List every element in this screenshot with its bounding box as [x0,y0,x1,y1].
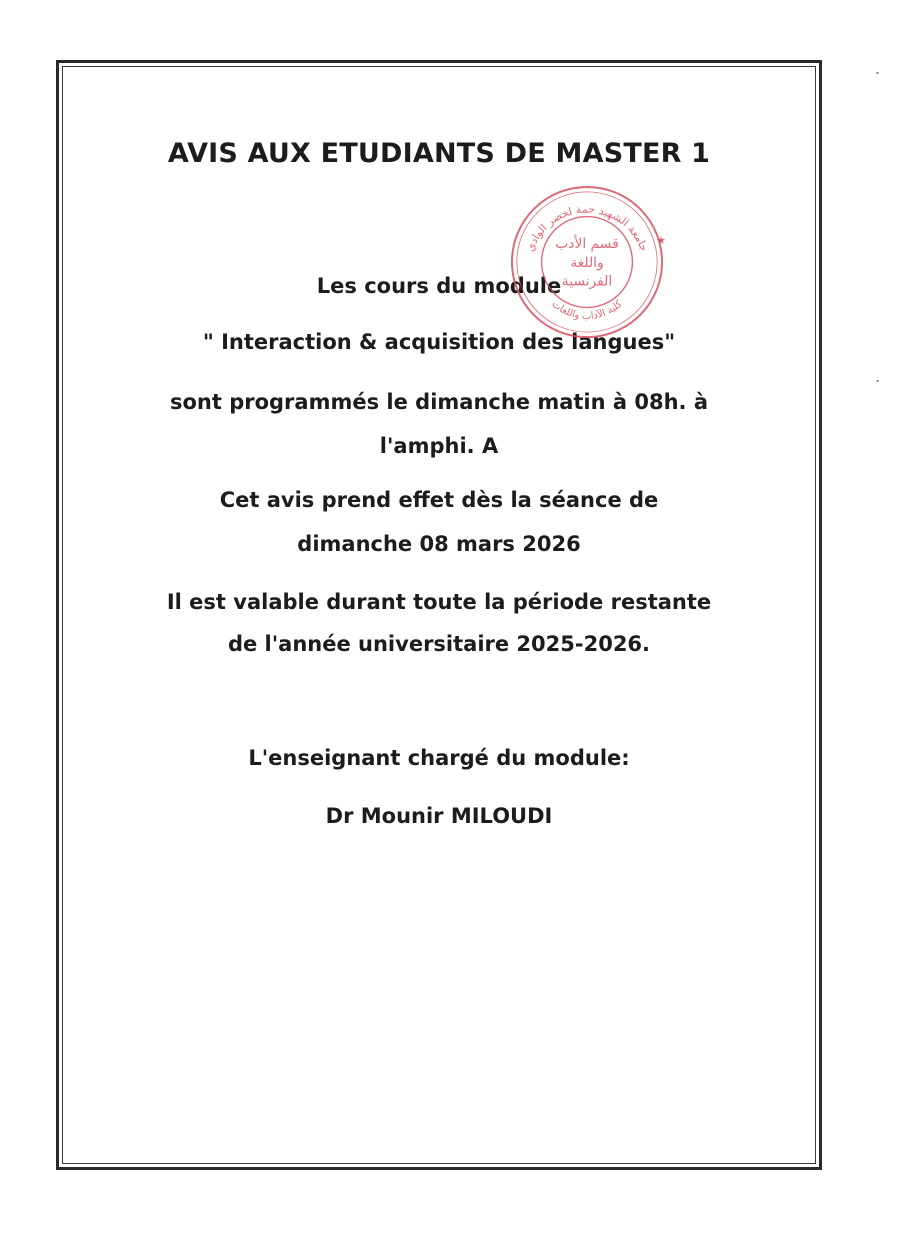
stamp-center-line-1: قسم الأدب [555,236,619,253]
svg-text:كلية الآداب واللغات [550,299,625,322]
department-stamp [508,183,666,341]
inner-page-border [62,66,816,1164]
notice-line-module: Les cours du module [316,274,562,298]
stamp-bottom-text: كلية الآداب واللغات [549,298,625,323]
stamp-ring-text: جامعة الشهيد حمة لخضر الوادي [523,202,651,254]
notice-line-validity: Il est valable durant toute la période restante [166,590,712,614]
stamp-star-icon: ★ [656,234,666,248]
notice-line-date: dimanche 08 mars 2026 [297,532,581,556]
scan-speck [876,380,879,382]
notice-title: AVIS AUX ETUDIANTS DE MASTER 1 [167,138,711,169]
signature-name: Dr Mounir MILOUDI [325,804,553,828]
notice-line-room: l'amphi. A [379,434,499,458]
stamp-center-line-2: واللغة [570,254,604,271]
notice-line-module-name: " Interaction & acquisition des langues" [202,330,676,354]
signature-label: L'enseignant chargé du module: [248,746,630,770]
notice-line-effect: Cet avis prend effet dès la séance de [219,488,659,512]
notice-line-year: de l'année universitaire 2025-2026. [227,632,651,656]
stamp-center-line-3: الفرنسية [561,273,613,290]
scan-speck [876,72,879,74]
notice-line-schedule: sont programmés le dimanche matin à 08h. à [169,390,709,414]
